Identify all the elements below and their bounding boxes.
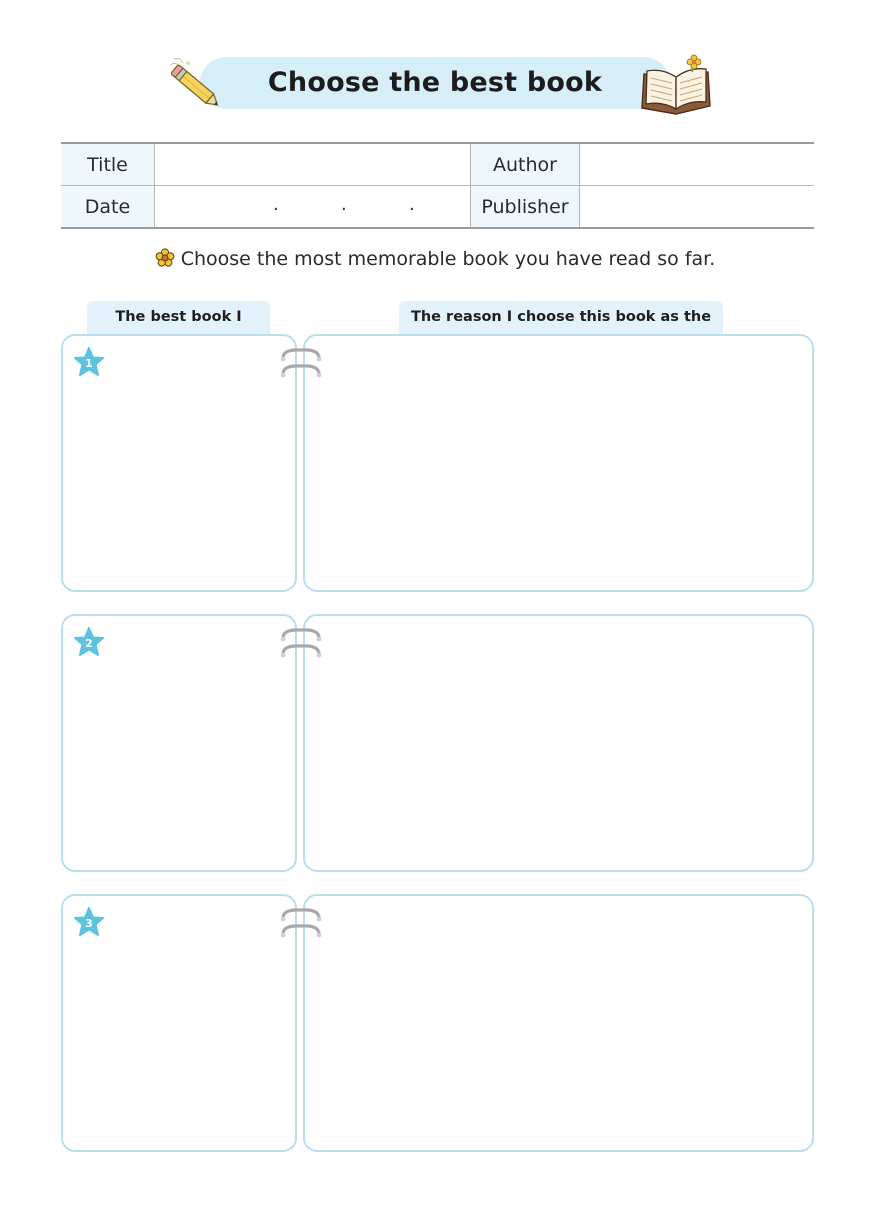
star-number-icon xyxy=(74,907,104,937)
star-number-icon xyxy=(74,347,104,377)
binder-rings-icon xyxy=(279,626,323,660)
date-label: Date xyxy=(61,186,155,229)
reason-box-3[interactable] xyxy=(303,894,814,1152)
entry-number: 2 xyxy=(85,637,93,650)
entry-number: 3 xyxy=(85,917,93,930)
date-separator: . xyxy=(341,194,347,215)
binder-rings-icon xyxy=(279,346,323,380)
reason-box-2[interactable] xyxy=(303,614,814,872)
open-book-icon xyxy=(638,54,716,116)
title-label: Title xyxy=(61,143,155,186)
best-book-column-header: The best book I xyxy=(87,301,270,334)
author-field[interactable] xyxy=(580,143,815,186)
table-row xyxy=(61,186,814,229)
date-field[interactable] xyxy=(155,186,471,229)
entry-number: 1 xyxy=(85,357,93,370)
publisher-label: Publisher xyxy=(471,186,580,229)
instruction-label: Choose the most memorable book you have read so far. xyxy=(180,248,716,270)
date-separator: . xyxy=(409,194,415,215)
book-info-table xyxy=(61,142,814,229)
reason-column-header: The reason I choose this book as the xyxy=(399,301,723,334)
reason-box-1[interactable] xyxy=(303,334,814,592)
star-number-icon xyxy=(74,627,104,657)
page-title: Choose the best book xyxy=(267,67,603,98)
instruction-text xyxy=(0,248,870,270)
title-field[interactable] xyxy=(155,143,471,186)
binder-rings-icon xyxy=(279,906,323,940)
table-row xyxy=(61,143,814,186)
flower-icon xyxy=(155,248,175,268)
pencil-icon xyxy=(160,55,232,115)
author-label: Author xyxy=(471,143,580,186)
publisher-field[interactable] xyxy=(580,186,815,229)
date-separator: . xyxy=(273,194,279,215)
